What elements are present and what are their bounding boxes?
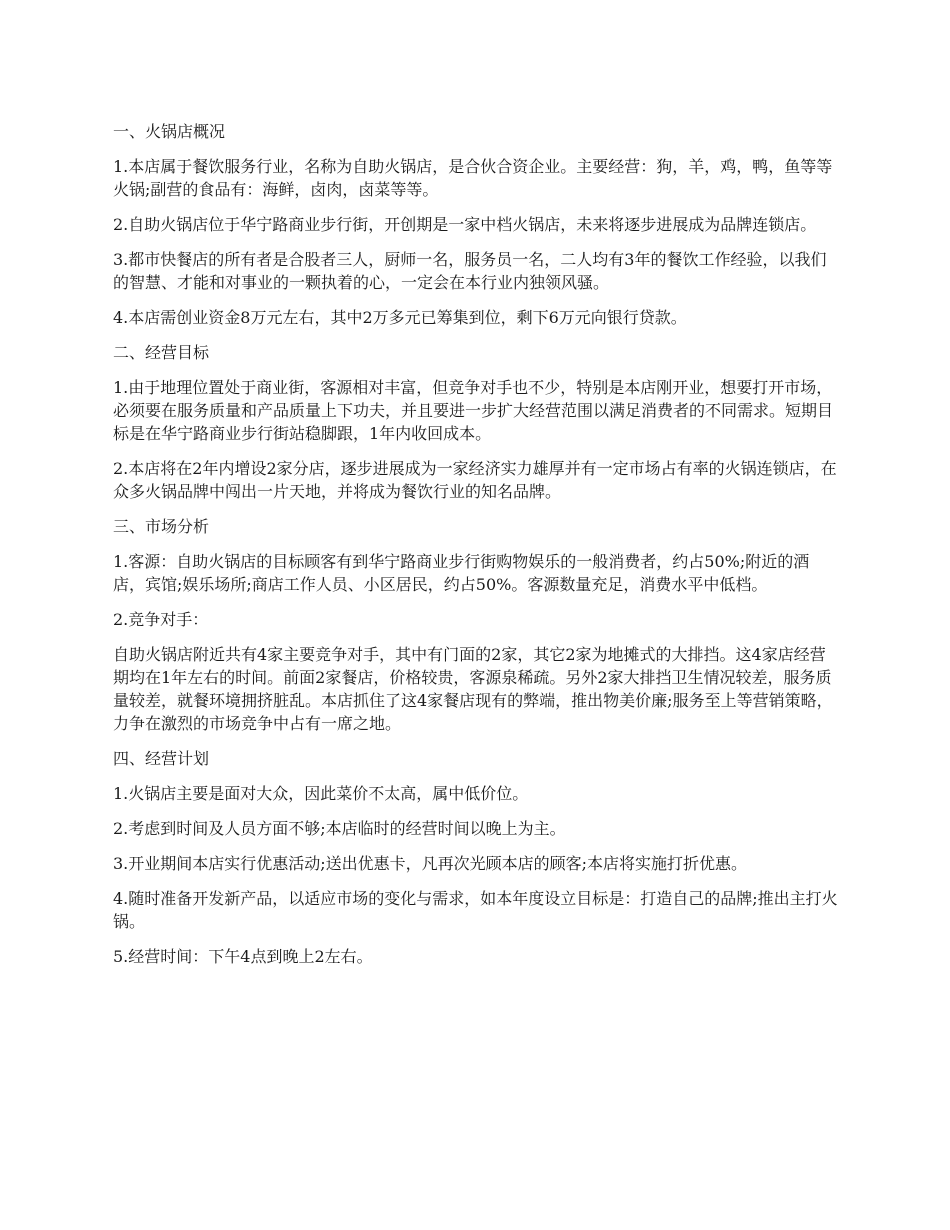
market-competitors-detail: 自助火锅店附近共有4家主要竞争对手，其中有门面的2家，其它2家为地摊式的大排挡。这4家店经营期均在1年左右的时间。前面2家餐店，价格较贵，客源泉稀疏。另外2家大排挡卫生情况较差，服务质量较差，就餐环境拥挤脏乱。本店抓住了这4家餐店现有的弊端，推出物美价廉;服务至上等营销策略，力争在激烈的市场竞争中占有一席之地。 (113, 645, 833, 733)
section-heading-goals: 二、经营目标 (113, 343, 210, 362)
market-item-1: 1.客源：自助火锅店的目标顾客有到华宁路商业步行街购物娱乐的一般消费者，约占50%;附近的酒店，宾馆;娱乐场所;商店工作人员、小区居民，约占50%。客源数量充足，消费水平中低档。 (113, 552, 810, 594)
section-heading-overview: 一、火锅店概况 (113, 122, 226, 141)
section-heading-market: 三、市场分析 (113, 517, 210, 536)
section-heading-plan: 四、经营计划 (113, 749, 210, 768)
goals-item-2: 2.本店将在2年内增设2家分店，逐步进展成为一家经济实力雄厚并有一定市场占有率的火锅连锁店，在众多火锅品牌中闯出一片天地，并将成为餐饮行业的知名品牌。 (113, 459, 837, 501)
plan-item-3: 3.开业期间本店实行优惠活动;送出优惠卡，凡再次光顾本店的顾客;本店将实施打折优惠。 (113, 854, 748, 873)
market-item-2: 2.竞争对手： (113, 610, 209, 629)
goals-item-1: 1.由于地理位置处于商业街，客源相对丰富，但竞争对手也不少，特别是本店刚开业，想要打开市场，必须要在服务质量和产品质量上下功夫，并且要进一步扩大经营范围以满足消费者的不同需求。短期目标是在华宁路商业步行街站稳脚跟，1年内收回成本。 (113, 378, 834, 443)
plan-item-4: 4.随时准备开发新产品，以适应市场的变化与需求，如本年度设立目标是：打造自己的品牌;推出主打火锅。 (113, 889, 838, 931)
plan-item-5: 5.经营时间：下午4点到晚上2左右。 (113, 947, 373, 966)
overview-item-4: 4.本店需创业资金8万元左右，其中2万多元已筹集到位，剩下6万元向银行贷款。 (113, 308, 687, 327)
overview-item-2: 2.自助火锅店位于华宁路商业步行街，开创期是一家中档火锅店，未来将逐步进展成为品牌连锁店。 (113, 215, 817, 234)
overview-item-3: 3.都市快餐店的所有者是合股者三人，厨师一名，服务员一名，二人均有3年的餐饮工作经验，以我们的智慧、才能和对事业的一颗执着的心，一定会在本行业内独领风骚。 (113, 250, 827, 292)
document-page (113, 120, 838, 980)
plan-item-2: 2.考虑到时间及人员方面不够;本店临时的经营时间以晚上为主。 (113, 819, 566, 838)
overview-item-1: 1.本店属于餐饮服务行业，名称为自助火锅店，是合伙合资企业。主要经营：狗，羊，鸡，鸭，鱼等等火锅;副营的食品有：海鲜，卤肉，卤菜等等。 (113, 157, 833, 199)
plan-item-1: 1.火锅店主要是面对大众，因此菜价不太高，属中低价位。 (113, 784, 529, 803)
